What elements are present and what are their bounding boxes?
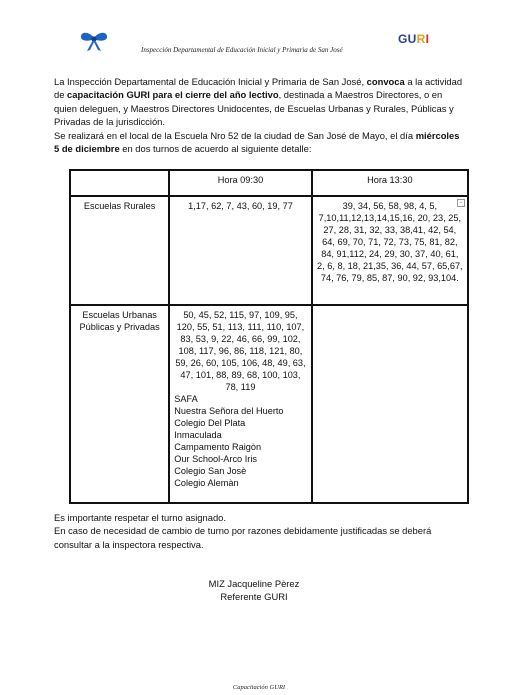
ribbon-bow-icon bbox=[80, 30, 108, 52]
rural-1330-list: 39, 34, 56, 58, 98, 4, 5, 7,10,11,12,13,14,15,16, 20, 23, 25, 27, 28, 31, 32, 33, 38,41, 42, 54, 64, 69, 70, 71, 72, 73, 75, 81, 82, 84, 91,112, 24, 29, 30, 37, 40, 61, 2, 6, 8, 18, 21,35, 36, 44, 57, 65,67, 74, 76, 79, 85, 87, 90, 92, 93,104. bbox=[317, 201, 463, 283]
rural-0930-list: 1,17, 62, 7, 43, 60, 19, 77 bbox=[169, 196, 311, 305]
urban-label: Escuelas Urbanas Públicas y Privadas bbox=[70, 305, 169, 503]
table-header-row bbox=[70, 170, 468, 196]
rural-1330-cell[interactable] bbox=[312, 196, 468, 305]
list-item: Colegio Del Plata bbox=[174, 418, 246, 428]
header-cell-1330: Hora 13:30 bbox=[312, 170, 468, 196]
signature-block bbox=[0, 578, 518, 603]
rural-label: Escuelas Rurales bbox=[70, 196, 169, 305]
table-row-urban bbox=[70, 305, 468, 503]
note-1: Es importante respetar el turno asignado. bbox=[54, 512, 226, 523]
intro-paragraph-2: Se realizará en el local de la Escuela Nro 52 de la ciudad de San José de Mayo, el día miércoles 5 de diciembre en dos turnos de acuerdo al siguiente detalle: bbox=[54, 129, 460, 155]
note-2: En caso de necesidad de cambio de turno por razones debidamente justificadas se deberá consultar a la inspectora respectiva. bbox=[54, 525, 432, 550]
list-item: Colegio Alemàn bbox=[174, 478, 239, 488]
intro-text bbox=[54, 75, 464, 155]
list-item: Nuestra Señora del Huerto bbox=[174, 406, 284, 416]
urban-0930-cell bbox=[169, 305, 311, 503]
header-cell-0930: Hora 09:30 bbox=[169, 170, 311, 196]
list-item: Campamento Raigòn bbox=[174, 442, 262, 452]
page-header bbox=[0, 0, 518, 70]
notes bbox=[54, 511, 464, 551]
page-footer: Capacitación GURI bbox=[232, 684, 286, 691]
urban-0930-list: 50, 45, 52, 115, 97, 109, 95, 120, 55, 51, 113, 111, 110, 107, 83, 53, 9, 22, 46, 66, 99, 102, 108, 117, 96, 86, 118, 121, 80, 59, 26, 60, 105, 106, 48, 49, 63, 47, 101, 88, 89, 68, 100, 103, 78, 119 bbox=[175, 310, 306, 392]
header-cell-empty bbox=[70, 170, 169, 196]
schedule-table bbox=[69, 169, 469, 504]
table-row-rural bbox=[70, 196, 468, 305]
signature-name: MIZ Jacqueline Pèrez bbox=[208, 578, 300, 589]
list-item: Inmaculada bbox=[174, 430, 222, 440]
list-item: Colegio San Josè bbox=[174, 466, 247, 476]
signature-role: Referente GURI bbox=[220, 590, 288, 602]
list-item: Our School-Arco Iris bbox=[174, 454, 257, 464]
comment-marker-icon: ▪ bbox=[457, 199, 465, 207]
guri-logo: GURI bbox=[398, 32, 430, 46]
list-item: SAFA bbox=[174, 394, 198, 404]
institution-title: Inspección Departamental de Educación Inicial y Primaria de San José bbox=[141, 46, 343, 54]
urban-1330-cell bbox=[312, 305, 468, 503]
intro-paragraph-1: La Inspección Departamental de Educación Inicial y Primaria de San José, convoca a la actividad de capacitación GURI para el cierre del año lectivo, destinada a Maestros Directores, o en quien deleguen, y Maestros Directores Unidocentes, de Escuelas Urbanas y Rurales, Públicas y Privadas de la jurisdicción. bbox=[54, 76, 463, 128]
